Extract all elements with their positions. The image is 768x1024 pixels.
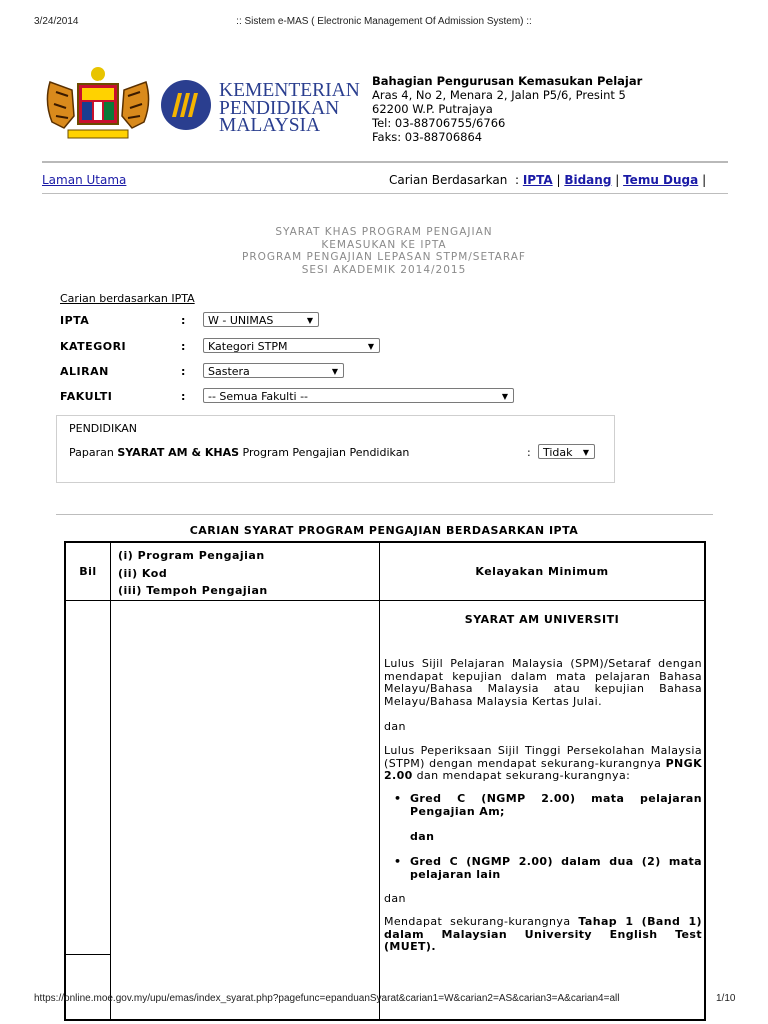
nav-divider: [42, 193, 728, 194]
nav-link-temu-duga[interactable]: Temu Duga: [623, 173, 699, 187]
table-divider: [56, 514, 713, 515]
search-by-colon: :: [514, 173, 520, 187]
kategori-select[interactable]: [203, 338, 380, 353]
syarat-paragraph-2: [384, 745, 702, 783]
pendidikan-text-post: Program Pengajian Pendidikan: [239, 446, 410, 459]
col-divider-1: [110, 543, 111, 1019]
syarat-am-title: SYARAT AM UNIVERSITI: [464, 613, 620, 626]
kategori-select-value: Kategori STPM: [208, 340, 288, 353]
pendidikan-colon: :: [527, 446, 531, 459]
pendidikan-select-value: Tidak: [543, 446, 573, 459]
pendidikan-panel: [56, 415, 615, 483]
nav-link-bidang[interactable]: Bidang: [564, 173, 612, 187]
bullet-icon: •: [394, 855, 402, 868]
chevron-down-icon: ▼: [501, 392, 508, 401]
address-line2: 62200 W.P. Putrajaya: [372, 102, 493, 116]
label-aliran: ALIRAN: [60, 365, 109, 378]
contact-address: [372, 74, 642, 144]
syarat-paragraph-3: [384, 916, 702, 954]
print-date: 3/24/2014: [34, 16, 79, 27]
p3-pre: Mendapat sekurang-kurangnya: [384, 915, 579, 928]
chevron-down-icon: ▼: [367, 342, 374, 351]
aliran-select[interactable]: [203, 363, 344, 378]
address-tel: Tel: 03-88706755/6766: [372, 116, 506, 130]
bullet-2-text: Gred C (NGMP 2.00) dalam dua (2) mata pelajaran lain: [410, 855, 702, 881]
pendidikan-select[interactable]: [538, 444, 595, 459]
title-line-1: SYARAT KHAS PROGRAM PENGAJIAN: [275, 226, 493, 238]
pendidikan-text: [69, 446, 409, 459]
colon-fakulti: :: [181, 390, 186, 403]
logo-line-3: MALAYSIA: [219, 115, 321, 136]
p2-bold: PNGK 2.00: [384, 756, 702, 782]
pendidikan-text-bold: SYARAT AM & KHAS: [117, 446, 240, 459]
header-divider: [42, 161, 728, 163]
form-heading: Carian berdasarkan IPTA: [60, 292, 195, 305]
chevron-down-icon: ▼: [582, 448, 589, 457]
label-ipta: IPTA: [60, 314, 90, 327]
pendidikan-text-pre: Paparan: [69, 446, 118, 459]
page-title: [0, 226, 768, 276]
col-header-program-line2: (ii) Kod: [118, 566, 168, 580]
search-by-label: Carian Berdasarkan: [389, 173, 508, 187]
bullet-item-1: [394, 792, 702, 818]
nav-link-ipta[interactable]: IPTA: [522, 173, 553, 187]
home-link[interactable]: Laman Utama: [42, 173, 127, 187]
label-kategori: KATEGORI: [60, 340, 127, 353]
dan-2: dan: [384, 892, 406, 905]
dan-1: dan: [384, 720, 406, 733]
search-by-nav: Carian Berdasarkan : IPTA | Bidang | Temu Duga |: [389, 173, 707, 187]
title-line-2: KEMASUKAN KE IPTA: [321, 238, 447, 251]
print-page-number: 1/10: [716, 993, 736, 1004]
col-header-kelayakan: Kelayakan Minimum: [475, 565, 609, 578]
ipta-select-value: W - UNIMAS: [208, 314, 274, 327]
coat-of-arms-logo: [42, 62, 154, 142]
title-line-3: PROGRAM PENGAJIAN LEPASAN STPM/SETARAF: [242, 251, 526, 263]
p3-bold: Tahap 1 (Band 1) dalam Malaysian University English Test (MUET).: [384, 915, 702, 953]
col-header-program-line3: (iii) Tempoh Pengajian: [118, 584, 268, 597]
chevron-down-icon: ▼: [331, 367, 338, 376]
logo-line-1: KEMENTERIAN: [219, 80, 360, 101]
header-row-divider: [66, 600, 704, 601]
col-header-bil: Bil: [79, 565, 97, 578]
p2-pre: Lulus Peperiksaan Sijil Tinggi Persekolahan Malaysia (STPM) dengan mendapat sekurang-kurangnya: [384, 744, 702, 770]
address-line1: Aras 4, No 2, Menara 2, Jalan P5/6, Presint 5: [372, 88, 626, 102]
title-line-4: SESI AKADEMIK 2014/2015: [301, 263, 467, 276]
bullet-1-text: Gred C (NGMP 2.00) mata pelajaran Pengajian Am;: [410, 792, 702, 818]
colon-aliran: :: [181, 365, 186, 378]
print-url: https://online.moe.gov.my/upu/emas/index_syarat.php?pagefunc=epanduanSyarat&carian1=W&carian2=AS&carian3=A&carian4=all: [34, 993, 620, 1004]
ipta-select[interactable]: [203, 312, 319, 327]
bullet-icon: •: [394, 792, 402, 805]
address-dept: Bahagian Pengurusan Kemasukan Pelajar: [372, 74, 643, 88]
logo-line-2: PENDIDIKAN: [219, 97, 340, 119]
print-title: :: Sistem e-MAS ( Electronic Management Of Admission System) ::: [236, 16, 532, 27]
syarat-paragraph-1: Lulus Sijil Pelajaran Malaysia (SPM)/Setaraf dengan mendapat kepujian dalam mata pelajaran Bahasa Melayu/Bahasa Malaysia atau kepujian Bahasa Melayu/Bahasa Malaysia Kertas Julai.: [384, 657, 702, 708]
chevron-down-icon: ▼: [306, 316, 313, 325]
fakulti-select-value: -- Semua Fakulti --: [208, 390, 309, 403]
col-header-program: [118, 547, 268, 600]
label-fakulti: FAKULTI: [60, 390, 113, 403]
table-caption: CARIAN SYARAT PROGRAM PENGAJIAN BERDASARKAN IPTA: [189, 524, 579, 537]
p2-post: dan mendapat sekurang-kurangnya:: [412, 769, 631, 782]
pendidikan-title: PENDIDIKAN: [69, 422, 138, 435]
ministry-emblem-icon: [160, 79, 212, 131]
requirements-table: [64, 541, 706, 1021]
col-header-program-line1: (i) Program Pengajian: [118, 549, 265, 562]
bullet-item-2: [394, 855, 702, 881]
row-divider-bil: [66, 954, 110, 955]
address-fax: Faks: 03-88706864: [372, 130, 483, 144]
ministry-logo-text: [219, 82, 360, 135]
fakulti-select[interactable]: [203, 388, 514, 403]
colon-kategori: :: [181, 340, 186, 353]
bullet-dan: dan: [410, 830, 435, 843]
aliran-select-value: Sastera: [208, 365, 250, 378]
colon-ipta: :: [181, 314, 186, 327]
